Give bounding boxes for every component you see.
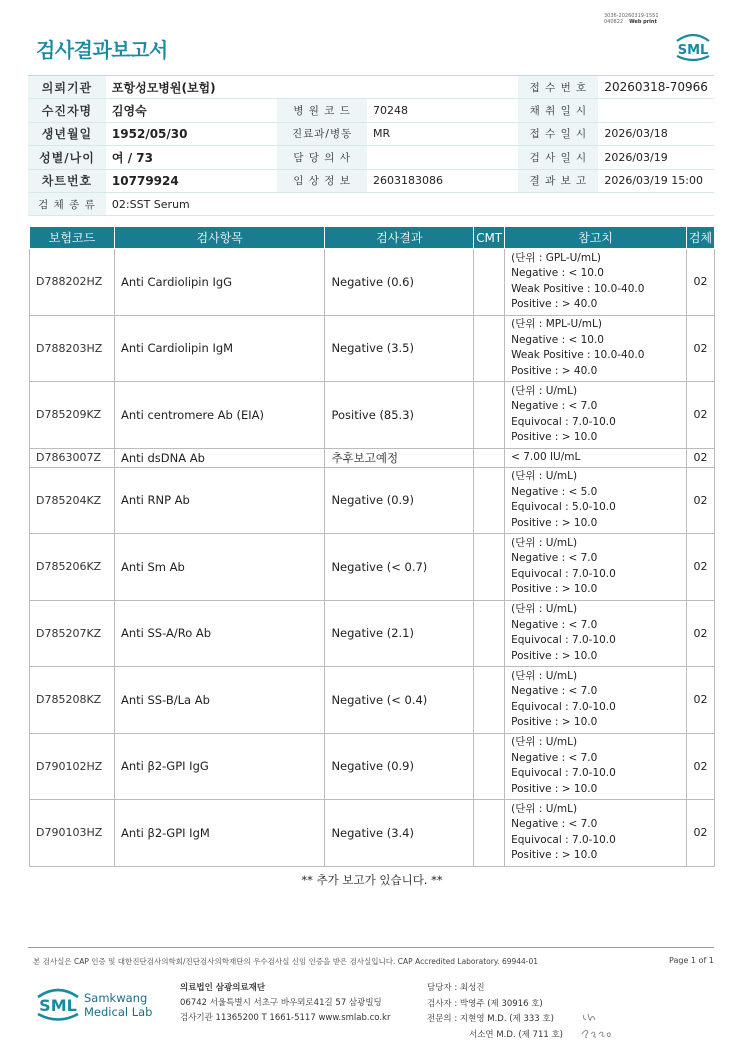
report-date-value: 2026/03/19 15:00 [598,169,714,192]
web-print-label: Web print [629,19,657,25]
result-value: Negative (< 0.4) [325,667,474,734]
result-cmt [474,733,505,800]
signature-image [578,1010,614,1042]
reference-line: Equivocal : 5.0-10.0 [511,501,616,514]
reference-line: Positive : > 10.0 [511,583,598,596]
document-id-line1: 3036-20260319-1551 [604,13,659,19]
samkwang-logo-line1: Samkwang [84,991,148,1005]
table-row [30,448,715,467]
result-code: D785204KZ [30,467,115,534]
result-reference [505,600,687,667]
result-reference [505,382,687,449]
reference-line: Negative : < 10.0 [511,333,604,346]
document-id-line2: 040822 [604,19,624,25]
req-org-label: 의뢰기관 [28,76,106,99]
result-specimen: 02 [686,448,714,467]
result-item: Anti centromere Ab (EIA) [114,382,324,449]
dept-label: 진료과/병동 [277,122,367,145]
reference-line: (단위 : U/mL) [511,384,578,397]
table-row [30,467,715,534]
reference-line: (단위 : U/mL) [511,603,578,616]
reference-line: Negative : < 7.0 [511,685,598,698]
col-header-ref: 참고치 [505,227,687,249]
table-row [30,534,715,601]
report-date-label: 결 과 보 고 [518,169,598,192]
result-specimen: 02 [686,667,714,734]
chart-no-value: 10779924 [106,169,277,192]
specimen-type-value: 02:SST Serum [106,192,714,215]
result-value: Negative (0.9) [325,467,474,534]
reference-line: Equivocal : 7.0-10.0 [511,567,616,580]
reference-line: Positive : > 10.0 [511,716,598,729]
org-contact: 검사기관 11365200 T 1661-5117 www.smlab.co.kr [180,1013,391,1023]
receipt-date-label: 접 수 일 시 [518,122,598,145]
result-item: Anti SS-B/La Ab [114,667,324,734]
org-name: 의료법인 삼광의료재단 [180,983,266,993]
result-item: Anti β2-GPI IgM [114,800,324,867]
result-specimen: 02 [686,600,714,667]
result-code: D785208KZ [30,667,115,734]
reference-line: Weak Positive : 10.0-40.0 [511,349,645,362]
result-cmt [474,448,505,467]
result-cmt [474,600,505,667]
reference-line: (단위 : U/mL) [511,802,578,815]
reference-line: (단위 : U/mL) [511,669,578,682]
patient-name-value: 김영숙 [106,99,277,122]
chart-no-label: 차트번호 [28,169,106,192]
result-item: Anti SS-A/Ro Ab [114,600,324,667]
staff-line: 전문의 : 지현영 M.D. (제 333 호) [427,1014,554,1024]
result-code: D788202HZ [30,249,115,316]
staff-line: 검사자 : 박영주 (제 30916 호) [427,998,543,1009]
reference-line: Equivocal : 7.0-10.0 [511,700,616,713]
result-code: D790102HZ [30,733,115,800]
samkwang-logo [36,980,196,1026]
reference-line: Weak Positive : 10.0-40.0 [511,282,645,295]
receipt-no-value: 20260318-70966 [598,76,714,99]
staff-line: 서소연 M.D. (제 711 호) [469,1029,564,1040]
result-cmt [474,315,505,382]
reference-line: (단위 : GPL-U/mL) [511,251,602,264]
reference-line: Positive : > 40.0 [511,364,598,377]
collect-date-value [598,99,714,122]
reference-line: Positive : > 10.0 [511,782,598,795]
result-reference [505,667,687,734]
reference-line: (단위 : U/mL) [511,536,578,549]
req-org-value: 포항성모병원(보험) [106,76,519,99]
result-item: Anti dsDNA Ab [114,448,324,467]
col-header-item: 검사항목 [114,227,324,249]
result-value: Negative (0.9) [325,733,474,800]
reference-line: Equivocal : 7.0-10.0 [511,634,616,647]
result-reference [505,249,687,316]
page-number: Page 1 of 1 [669,956,714,965]
doctor-label: 담 당 의 사 [277,146,367,169]
results-table [29,226,715,867]
result-specimen: 02 [686,249,714,316]
result-code: D7863007Z [30,448,115,467]
table-row [30,800,715,867]
result-specimen: 02 [686,315,714,382]
reference-line: (단위 : U/mL) [511,736,578,749]
reference-line: Negative : < 7.0 [511,751,598,764]
doctor-value [367,146,518,169]
patient-info-table [28,75,714,216]
result-specimen: 02 [686,382,714,449]
result-cmt [474,382,505,449]
result-reference [505,467,687,534]
result-item: Anti Sm Ab [114,534,324,601]
reference-line: Equivocal : 7.0-10.0 [511,415,616,428]
table-row [30,382,715,449]
reference-line: Equivocal : 7.0-10.0 [511,833,616,846]
reference-line: Negative : < 7.0 [511,400,598,413]
result-code: D790103HZ [30,800,115,867]
result-specimen: 02 [686,800,714,867]
sml-logo-text: SML [677,43,709,58]
dept-value: MR [367,122,518,145]
result-item: Anti Cardiolipin IgM [114,315,324,382]
test-date-label: 검 사 일 시 [518,146,598,169]
reference-line: (단위 : U/mL) [511,470,578,483]
reference-line: Positive : > 40.0 [511,298,598,311]
result-cmt [474,249,505,316]
organization-info [180,981,390,1026]
result-item: Anti Cardiolipin IgG [114,249,324,316]
result-cmt [474,467,505,534]
dob-label: 생년월일 [28,122,106,145]
reference-line: < 7.00 IU/mL [511,450,581,463]
collect-date-label: 채 취 일 시 [518,99,598,122]
result-cmt [474,667,505,734]
staff-line: 담당자 : 최성진 [427,983,485,993]
col-header-cmt: CMT [474,227,505,249]
result-reference [505,733,687,800]
result-item: Anti β2-GPI IgG [114,733,324,800]
result-item: Anti RNP Ab [114,467,324,534]
table-row [30,600,715,667]
reference-line: Positive : > 10.0 [511,516,598,529]
sml-logo [673,27,713,63]
result-value: Positive (85.3) [325,382,474,449]
receipt-no-label: 접 수 번 호 [518,76,598,99]
result-value: Negative (3.5) [325,315,474,382]
document-id [604,13,659,25]
result-code: D785207KZ [30,600,115,667]
reference-line: Positive : > 10.0 [511,431,598,444]
samkwang-logo-line2: Medical Lab [84,1005,153,1019]
result-value: Negative (< 0.7) [325,534,474,601]
result-code: D785206KZ [30,534,115,601]
result-specimen: 02 [686,733,714,800]
table-row [30,249,715,316]
reference-line: Equivocal : 7.0-10.0 [511,767,616,780]
reference-line: Negative : < 7.0 [511,818,598,831]
receipt-date-value: 2026/03/18 [598,122,714,145]
hosp-code-value: 70248 [367,99,518,122]
patient-name-label: 수진자명 [28,99,106,122]
col-header-result: 검사결과 [325,227,474,249]
result-code: D788203HZ [30,315,115,382]
result-value: Negative (0.6) [325,249,474,316]
reference-line: Positive : > 10.0 [511,849,598,862]
table-row [30,667,715,734]
sex-age-label: 성별/나이 [28,146,106,169]
hosp-code-label: 병 원 코 드 [277,99,367,122]
dob-value: 1952/05/30 [106,122,277,145]
reference-line: (단위 : MPL-U/mL) [511,318,602,331]
result-value: Negative (2.1) [325,600,474,667]
result-reference [505,448,687,467]
samkwang-logo-sml: SML [39,996,77,1015]
result-code: D785209KZ [30,382,115,449]
accreditation-disclaimer: 본 검사실은 CAP 인증 및 대한진단검사의학회/진단검사의학재단의 우수검사실 신임 인증을 받은 검사실입니다. CAP Accredited Laboratory. 69944-01 [33,957,539,966]
footer-divider [28,947,714,948]
col-header-code: 보험코드 [30,227,115,249]
org-address: 06742 서울특별시 서초구 바우뫼로41길 57 삼광빌딩 [180,998,382,1008]
specimen-type-label: 검 체 종 류 [28,192,106,215]
reference-line: Negative : < 10.0 [511,267,604,280]
clinical-info-value: 2603183086 [367,169,518,192]
reference-line: Positive : > 10.0 [511,649,598,662]
results-header-row [30,227,715,249]
page-title: 검사결과보고서 [36,38,168,62]
staff-info [427,981,563,1043]
result-reference [505,534,687,601]
sex-age-value: 여 / 73 [106,146,277,169]
result-specimen: 02 [686,467,714,534]
reference-line: Negative : < 7.0 [511,552,598,565]
result-reference [505,315,687,382]
result-cmt [474,534,505,601]
reference-line: Negative : < 5.0 [511,485,598,498]
result-specimen: 02 [686,534,714,601]
additional-report-note: ** 추가 보고가 있습니다. ** [301,873,443,887]
clinical-info-label: 임 상 정 보 [277,169,367,192]
result-cmt [474,800,505,867]
table-row [30,315,715,382]
table-row [30,733,715,800]
reference-line: Negative : < 7.0 [511,618,598,631]
test-date-value: 2026/03/19 [598,146,714,169]
result-value: Negative (3.4) [325,800,474,867]
result-reference [505,800,687,867]
col-header-spec: 검체 [686,227,714,249]
result-value: 추후보고예정 [325,448,474,467]
